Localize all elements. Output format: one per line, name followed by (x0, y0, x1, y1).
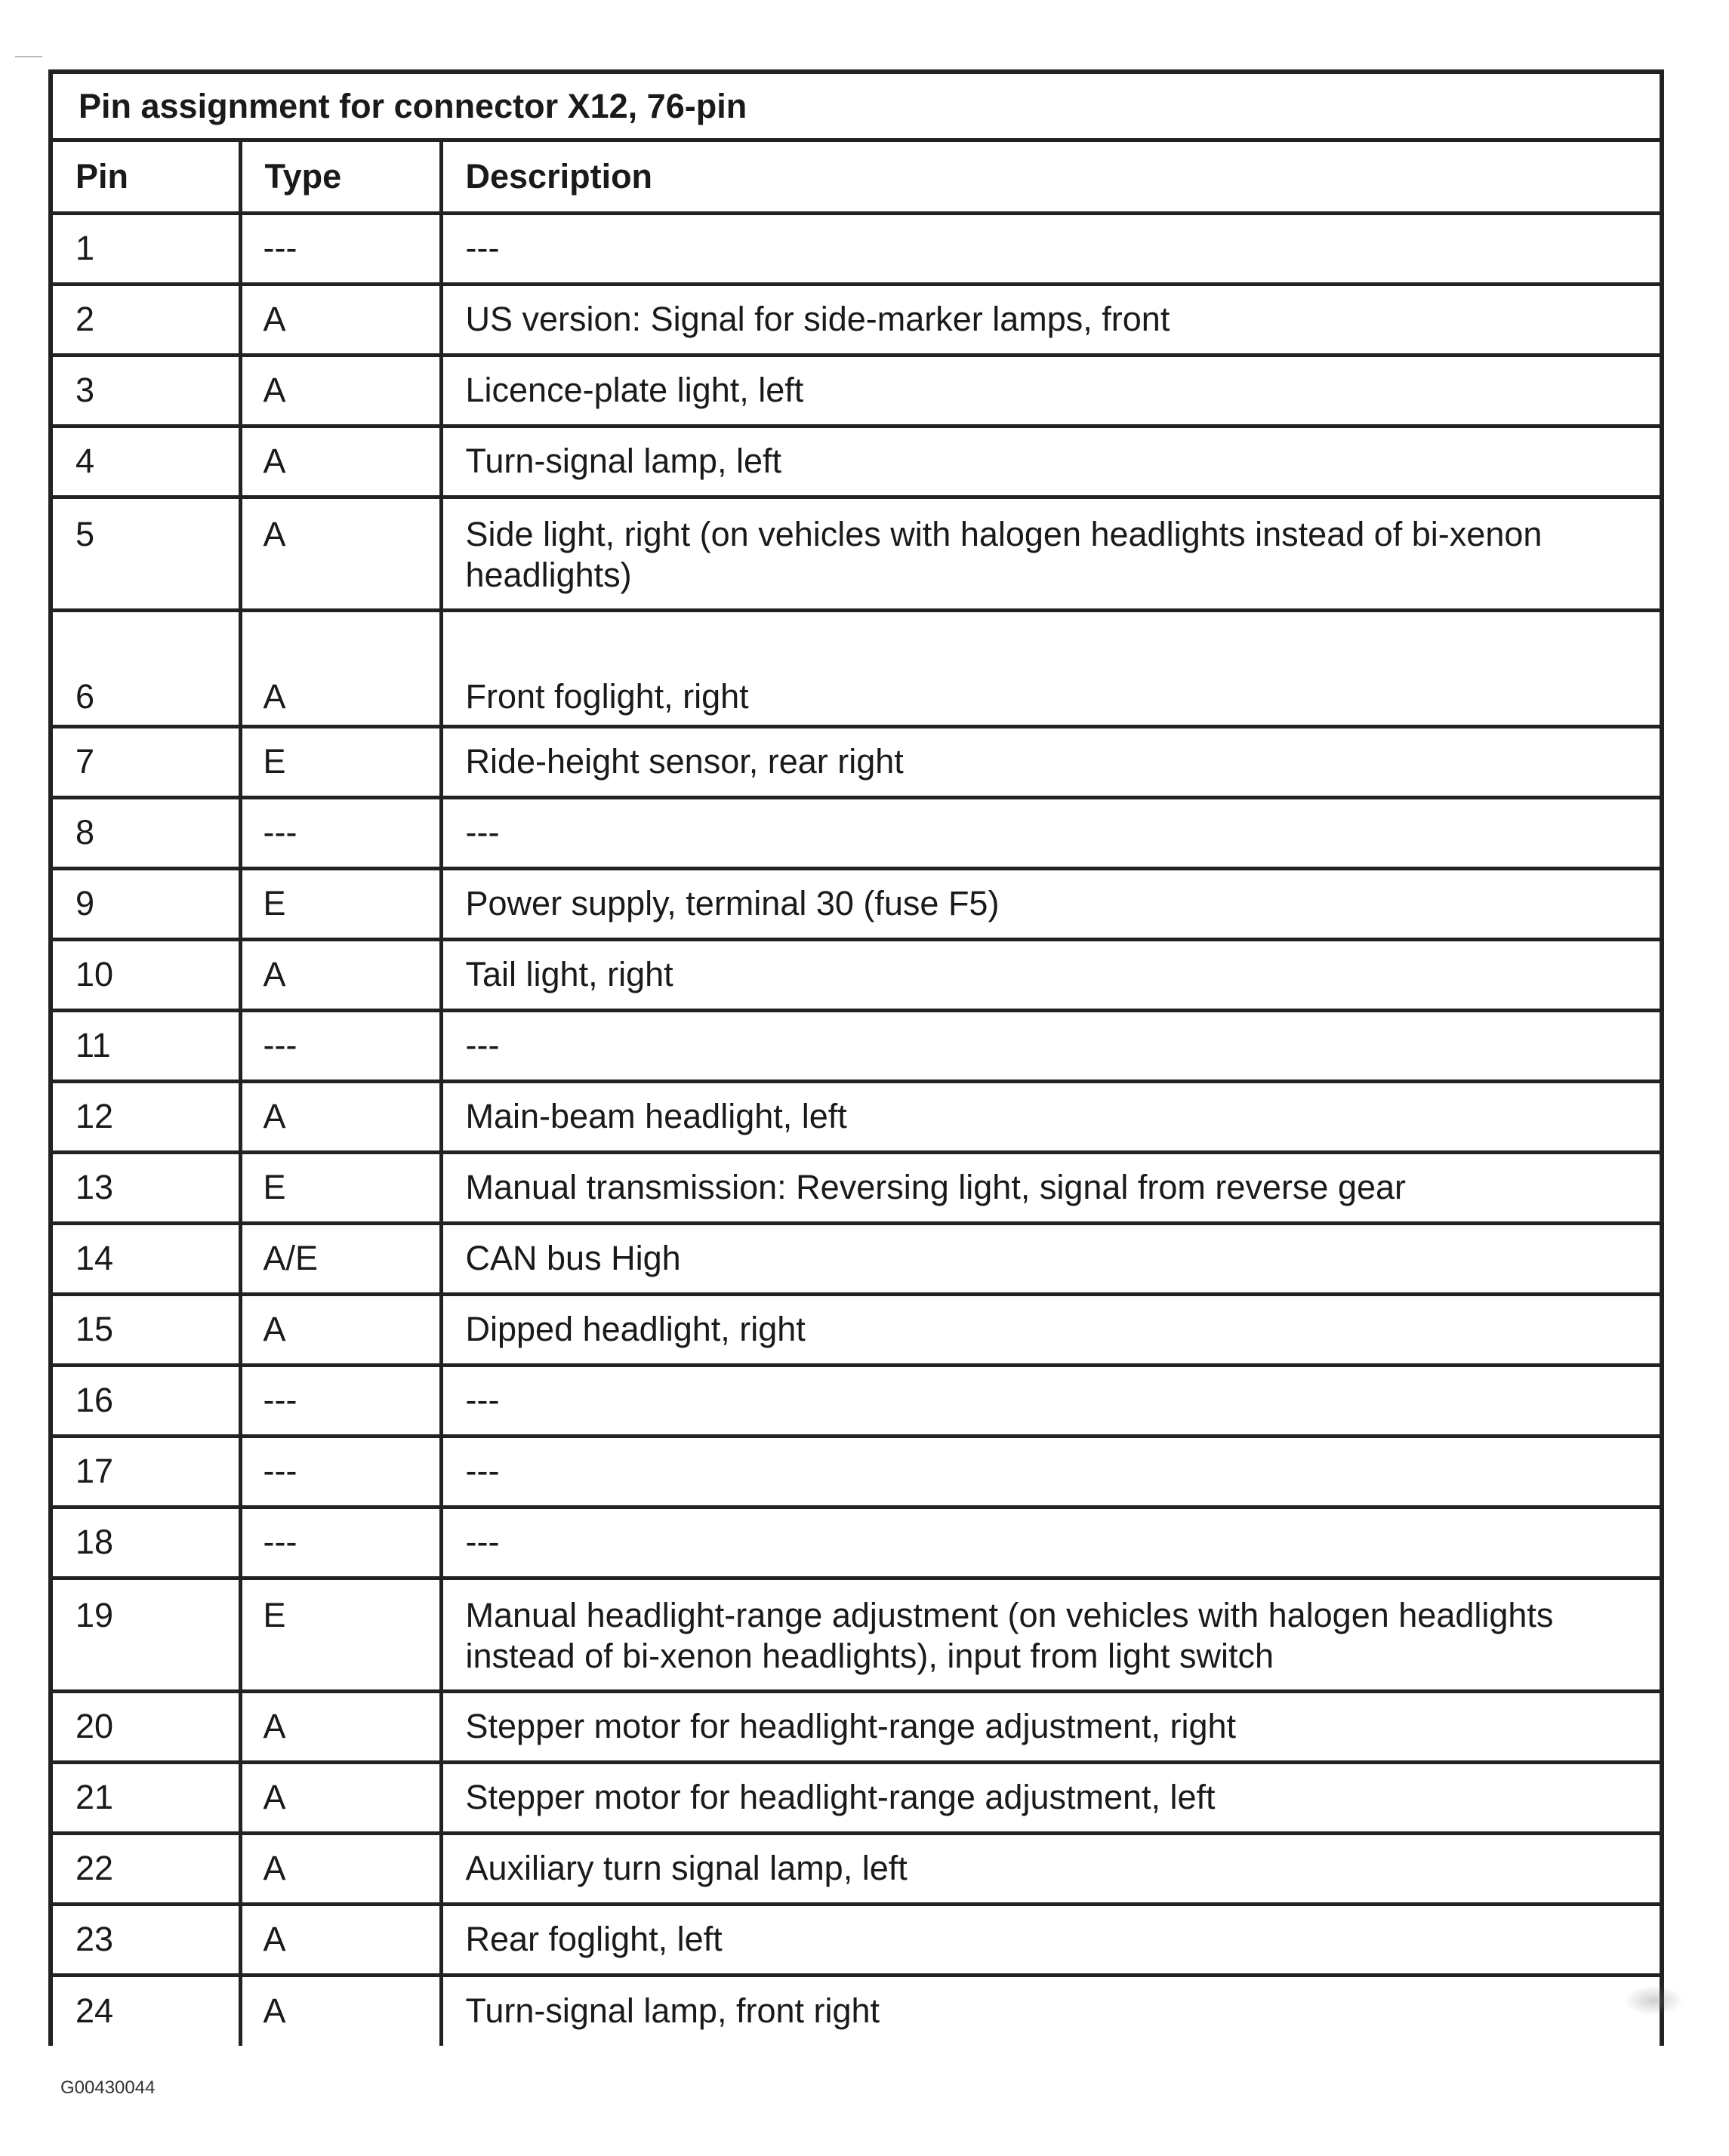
pin-cell: 4 (53, 426, 240, 497)
pin-cell: 18 (53, 1507, 240, 1578)
description-cell: --- (441, 797, 1660, 868)
pin-cell: 19 (53, 1578, 240, 1691)
table-row (53, 1081, 1660, 1152)
pin-cell: 9 (53, 868, 240, 939)
description-cell: Licence-plate light, left (441, 355, 1660, 426)
description-cell: Manual transmission: Reversing light, signal from reverse gear (441, 1152, 1660, 1223)
column-header-pin: Pin (53, 142, 240, 213)
table-row (53, 1578, 1660, 1691)
table-row (53, 1975, 1660, 2046)
pin-assignment-table (53, 142, 1660, 2046)
description-cell: Rear foglight, left (441, 1904, 1660, 1975)
type-cell: A (240, 355, 441, 426)
description-cell: --- (441, 1507, 1660, 1578)
type-cell: --- (240, 1010, 441, 1081)
description-cell: Tail light, right (441, 939, 1660, 1010)
table-row (53, 355, 1660, 426)
type-cell: --- (240, 1436, 441, 1507)
column-header-description: Description (441, 142, 1660, 213)
description-cell: --- (441, 1010, 1660, 1081)
type-cell: A (240, 1762, 441, 1833)
description-cell: Front foglight, right (441, 610, 1660, 726)
table-row (53, 1152, 1660, 1223)
description-cell: Main-beam headlight, left (441, 1081, 1660, 1152)
description-cell: --- (441, 213, 1660, 284)
table-row (53, 1294, 1660, 1365)
description-cell: US version: Signal for side-marker lamps, front (441, 284, 1660, 355)
description-cell: Power supply, terminal 30 (fuse F5) (441, 868, 1660, 939)
table-row (53, 726, 1660, 797)
pin-cell: 20 (53, 1691, 240, 1762)
description-cell: Ride-height sensor, rear right (441, 726, 1660, 797)
pin-cell: 1 (53, 213, 240, 284)
scan-artifact (1623, 1985, 1684, 2016)
table-row (53, 939, 1660, 1010)
table-row (53, 1691, 1660, 1762)
pin-cell: 22 (53, 1833, 240, 1904)
type-cell: E (240, 726, 441, 797)
type-cell: A (240, 284, 441, 355)
table-title: Pin assignment for connector X12, 76-pin (53, 74, 1660, 142)
pin-cell: 8 (53, 797, 240, 868)
table-row (53, 1010, 1660, 1081)
pin-cell: 17 (53, 1436, 240, 1507)
type-cell: --- (240, 1507, 441, 1578)
pin-cell: 10 (53, 939, 240, 1010)
header-row (53, 142, 1660, 213)
table-row (53, 284, 1660, 355)
pin-cell: 24 (76, 1991, 114, 2031)
pin-cell: 12 (53, 1081, 240, 1152)
type-cell: --- (240, 1365, 441, 1436)
type-cell: A (240, 426, 441, 497)
type-cell: A (240, 1833, 441, 1904)
table-row (53, 497, 1660, 610)
pin-cell: 21 (53, 1762, 240, 1833)
table-row (53, 1365, 1660, 1436)
description-cell: Dipped headlight, right (441, 1294, 1660, 1365)
type-cell: A (240, 610, 441, 726)
description-cell: Side light, right (on vehicles with halogen headlights instead of bi-xenon headlights) (441, 497, 1660, 610)
table-row (53, 1223, 1660, 1294)
description-cell: --- (441, 1436, 1660, 1507)
pin-cell: 6 (53, 610, 240, 726)
table-row (53, 1762, 1660, 1833)
description-cell: --- (441, 1365, 1660, 1436)
pin-assignment-sheet (48, 69, 1664, 2046)
type-cell: E (240, 1578, 441, 1691)
description-cell: Stepper motor for headlight-range adjustment, left (441, 1762, 1660, 1833)
type-cell: E (240, 868, 441, 939)
description-cell: Auxiliary turn signal lamp, left (441, 1833, 1660, 1904)
description-cell: Manual headlight-range adjustment (on vehicles with halogen headlights instead of bi-xenon headlights), input from light switch (441, 1578, 1660, 1691)
figure-id: G00430044 (60, 2077, 156, 2098)
type-cell: A (240, 939, 441, 1010)
pin-cell: 13 (53, 1152, 240, 1223)
table-row (53, 1904, 1660, 1975)
pin-cell: 7 (53, 726, 240, 797)
type-cell: A/E (240, 1223, 441, 1294)
description-cell: Turn-signal lamp, left (441, 426, 1660, 497)
table-row (53, 213, 1660, 284)
type-cell: A (240, 1691, 441, 1762)
type-cell: --- (240, 213, 441, 284)
pin-cell: 5 (53, 497, 240, 610)
description-cell: Turn-signal lamp, front right (441, 1975, 1660, 2046)
table-row (53, 1436, 1660, 1507)
pin-cell: 15 (53, 1294, 240, 1365)
type-cell: A (240, 1975, 441, 2046)
table-row (53, 1507, 1660, 1578)
type-cell: A (240, 1294, 441, 1365)
type-cell: E (240, 1152, 441, 1223)
table-row (53, 610, 1660, 726)
type-cell: A (240, 1081, 441, 1152)
table-row (53, 426, 1660, 497)
type-cell: A (240, 497, 441, 610)
table-row (53, 868, 1660, 939)
pin-cell: 3 (53, 355, 240, 426)
pin-cell: 11 (53, 1010, 240, 1081)
table-body (53, 213, 1660, 2046)
pin-cell: 2 (53, 284, 240, 355)
type-cell: --- (240, 797, 441, 868)
pin-cell: 23 (53, 1904, 240, 1975)
column-header-type: Type (240, 142, 441, 213)
description-cell: CAN bus High (441, 1223, 1660, 1294)
pin-cell: 14 (53, 1223, 240, 1294)
pin-cell: 16 (53, 1365, 240, 1436)
table-row (53, 797, 1660, 868)
type-cell: A (240, 1904, 441, 1975)
table-row (53, 1833, 1660, 1904)
scan-margin-mark (15, 56, 42, 57)
description-cell: Stepper motor for headlight-range adjustment, right (441, 1691, 1660, 1762)
